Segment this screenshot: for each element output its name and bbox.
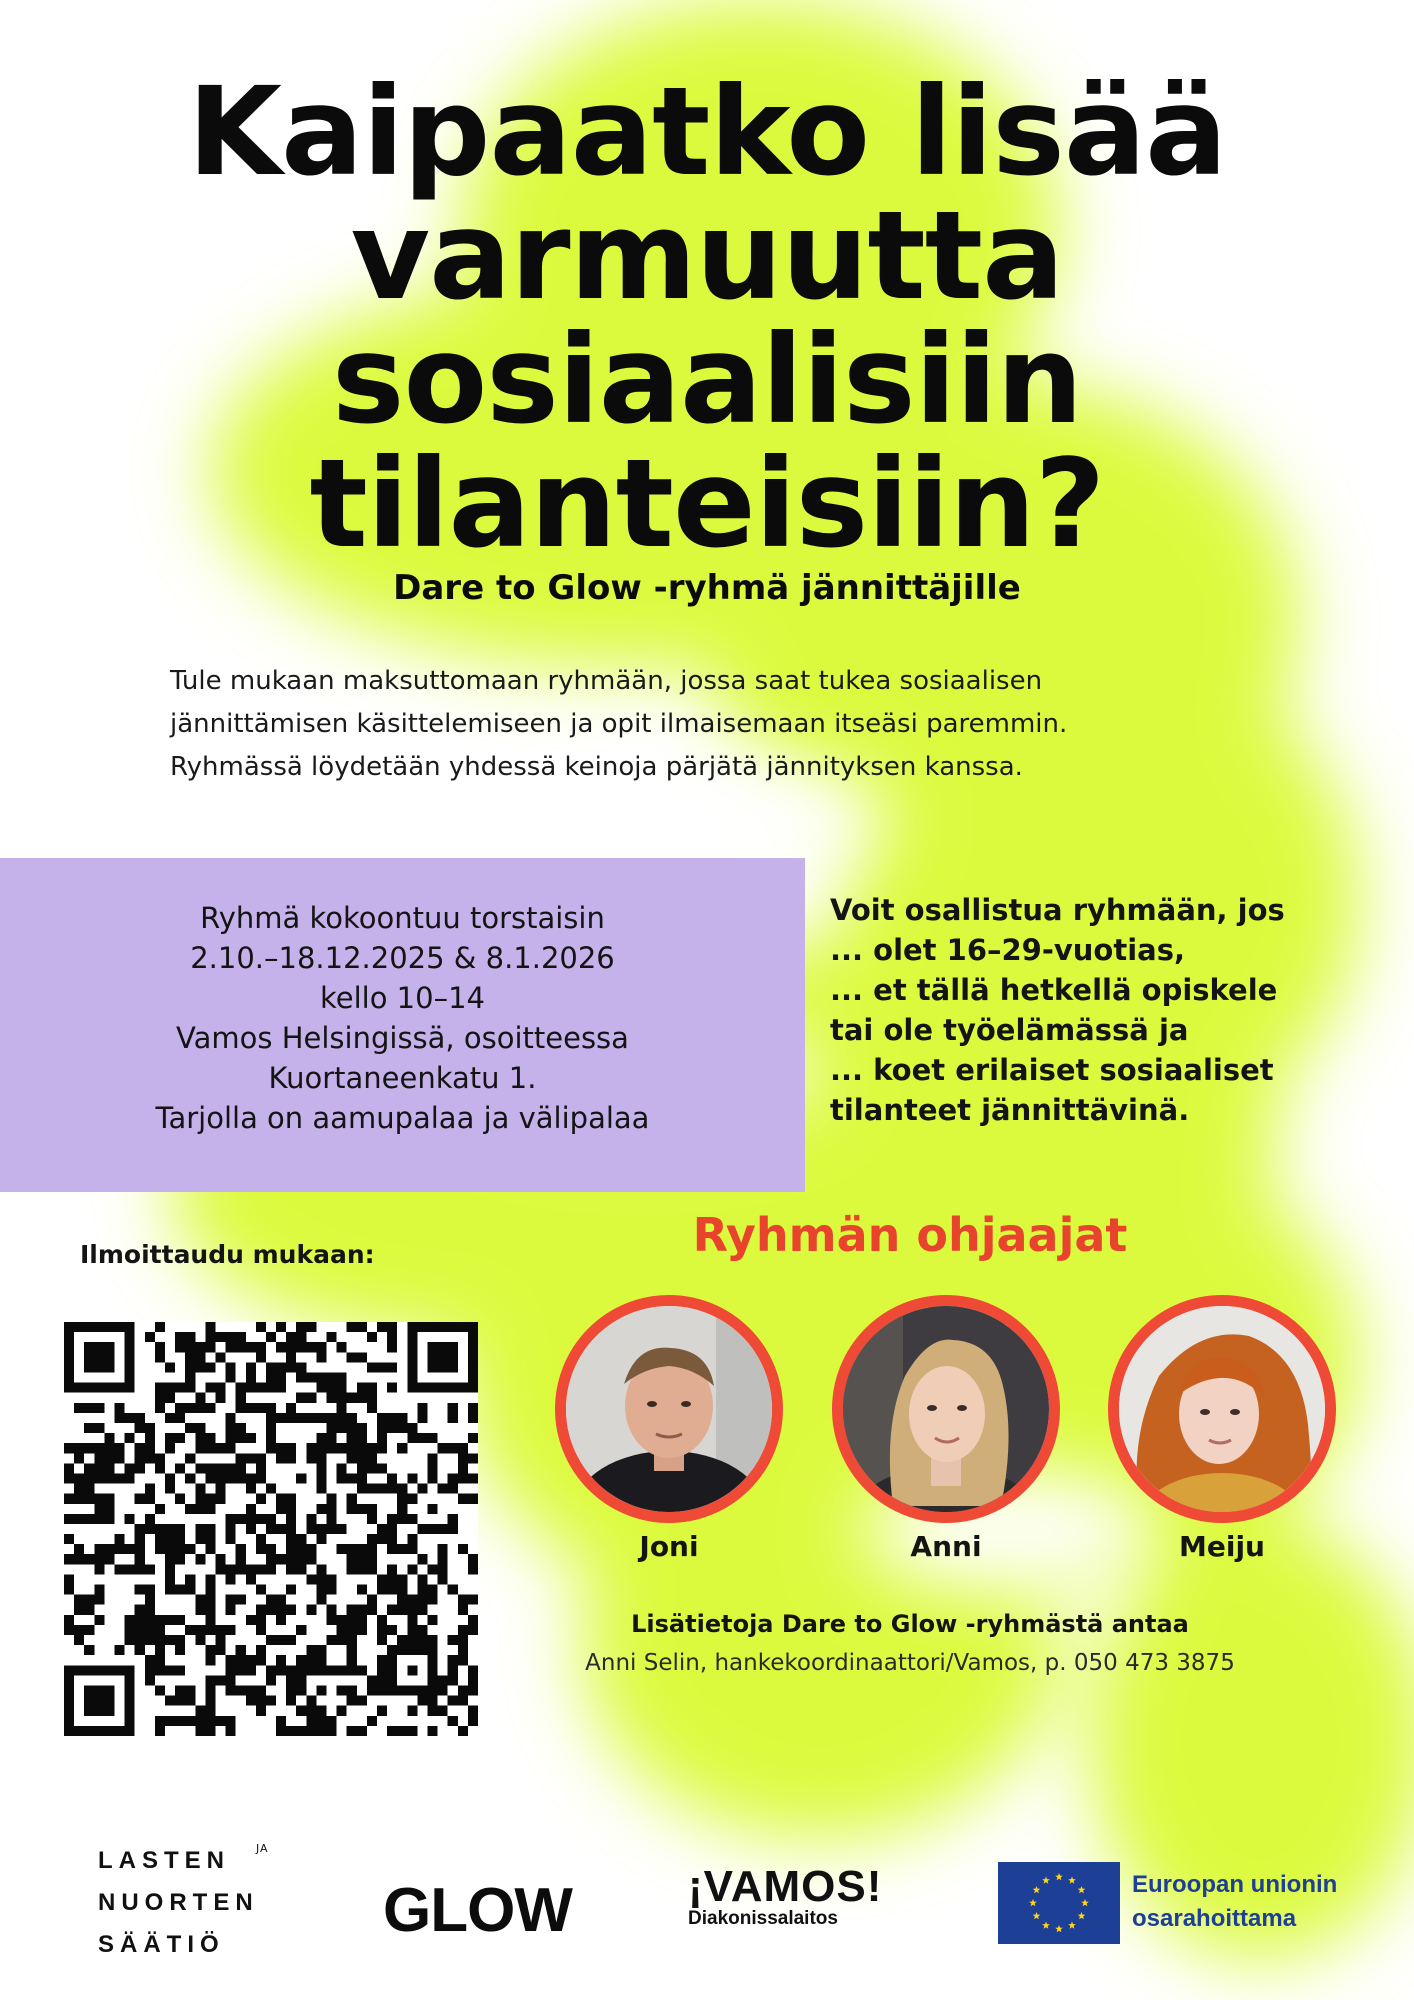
glow-logo: GLOW bbox=[383, 1876, 572, 1945]
headline-line: varmuutta bbox=[350, 185, 1064, 327]
eligibility-line: ... olet 16–29-vuotias, bbox=[830, 933, 1186, 967]
subheading: Dare to Glow -ryhmä jännittäjille bbox=[393, 568, 1021, 608]
headline-line: tilanteisiin? bbox=[309, 433, 1105, 575]
portrait-anni bbox=[843, 1306, 1049, 1512]
leader-name: Anni bbox=[910, 1530, 982, 1563]
eligibility-line: ... et tällä hetkellä opiskele bbox=[830, 973, 1278, 1007]
portrait-meiju bbox=[1119, 1306, 1325, 1512]
schedule-line: Ryhmä kokoontuu torstaisin bbox=[200, 901, 605, 935]
eu-text-line: osarahoittama bbox=[1132, 1905, 1297, 1932]
intro-line: Tule mukaan maksuttomaan ryhmään, jossa saat tukea sosiaalisen bbox=[170, 666, 1043, 696]
qr-code[interactable] bbox=[64, 1322, 478, 1736]
eligibility-line: Voit osallistua ryhmään, jos bbox=[830, 893, 1285, 927]
avatar-anni bbox=[832, 1295, 1060, 1523]
avatar-joni bbox=[555, 1295, 783, 1523]
contact-title: Lisätietoja Dare to Glow -ryhmästä antaa bbox=[631, 1610, 1189, 1638]
headline-line: Kaipaatko lisää bbox=[187, 61, 1227, 203]
logo-lns-line: SÄÄTIÖ bbox=[98, 1931, 225, 1958]
leader-name: Meiju bbox=[1179, 1530, 1265, 1563]
lasten-ja-nuorten-saatio-logo bbox=[98, 1840, 269, 1966]
vamos-logo bbox=[688, 1862, 882, 1930]
eu-funding-text bbox=[1132, 1868, 1337, 1936]
eligibility-line: ... koet erilaiset sosiaaliset bbox=[830, 1053, 1274, 1087]
vamos-logo-main: ¡VAMOS! bbox=[688, 1862, 883, 1911]
schedule-line: kello 10–14 bbox=[320, 981, 485, 1015]
leader-name: Joni bbox=[639, 1530, 699, 1563]
logo-lns-ja: JA bbox=[256, 1842, 269, 1855]
intro-line: Ryhmässä löydetään yhdessä keinoja pärjätä jännityksen kanssa. bbox=[170, 752, 1023, 782]
schedule-box bbox=[0, 858, 805, 1192]
registration-label: Ilmoittaudu mukaan: bbox=[80, 1240, 375, 1269]
vamos-logo-sub: Diakonissalaitos bbox=[688, 1908, 838, 1929]
schedule-line: Vamos Helsingissä, osoitteessa bbox=[176, 1021, 629, 1055]
schedule-line: Kuortaneenkatu 1. bbox=[268, 1061, 537, 1095]
portrait-joni bbox=[566, 1306, 772, 1512]
leaders-title: Ryhmän ohjaajat bbox=[692, 1208, 1128, 1262]
logo-lns-line: LASTEN bbox=[98, 1847, 230, 1874]
intro-paragraph bbox=[170, 660, 1280, 789]
contact-details: Anni Selin, hankekoordinaattori/Vamos, p. 050 473 3875 bbox=[585, 1650, 1235, 1676]
avatar-meiju bbox=[1108, 1295, 1336, 1523]
eligibility-line: tilanteet jännittävinä. bbox=[830, 1093, 1190, 1127]
eu-flag-icon bbox=[998, 1862, 1120, 1944]
schedule-line: Tarjolla on aamupalaa ja välipalaa bbox=[155, 1101, 650, 1135]
eligibility-line: tai ole työelämässä ja bbox=[830, 1013, 1189, 1047]
intro-line: jännittämisen käsittelemiseen ja opit ilmaisemaan itseäsi paremmin. bbox=[170, 709, 1068, 739]
logo-lns-line: NUORTEN bbox=[98, 1889, 259, 1916]
headline-line: sosiaalisiin bbox=[331, 309, 1083, 451]
eligibility-list bbox=[830, 890, 1390, 1130]
eu-text-line: Euroopan unionin bbox=[1132, 1871, 1338, 1898]
main-headline bbox=[60, 61, 1354, 575]
schedule-line: 2.10.–18.12.2025 & 8.1.2026 bbox=[190, 941, 615, 975]
